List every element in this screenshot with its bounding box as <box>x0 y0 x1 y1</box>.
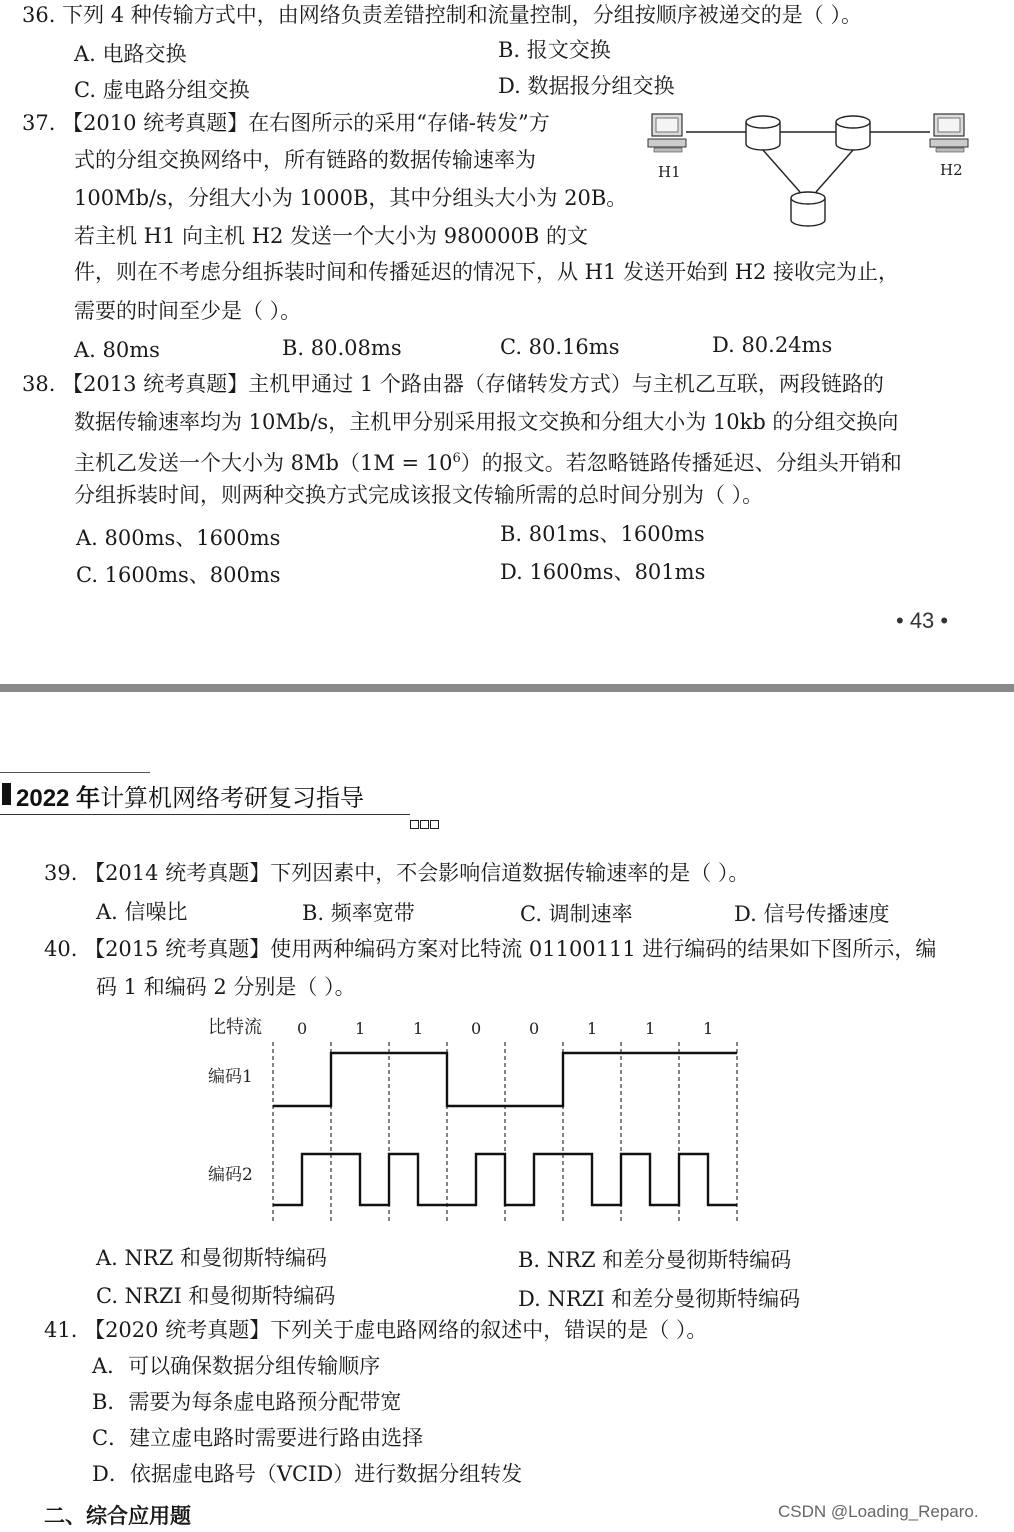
bit-label: 1 <box>587 1019 598 1038</box>
q38-line-3-post: ）的报文。若忽略链路传播延迟、分组头开销和 <box>460 451 902 475</box>
q36-option-c: C. 虚电路分组交换 <box>74 78 250 102</box>
q37-option-a: A. 80ms <box>74 338 160 362</box>
q38-line-3-pre: 主机乙发送一个大小为 8Mb（1M = 10 <box>74 451 453 475</box>
q38-option-c: C. 1600ms、800ms <box>76 563 281 587</box>
page-number: • 43 • <box>896 608 949 633</box>
host-h2-computer-icon <box>930 114 968 152</box>
host-h1-label: H1 <box>658 163 681 181</box>
q41-option-a: A．可以确保数据分组传输顺序 <box>92 1354 381 1378</box>
q37-line-5: 件，则在不考虑分组拆装时间和传播延迟的情况下，从 H1 发送开始到 H2 接收完为止， <box>74 260 900 284</box>
q37-option-c: C. 80.16ms <box>500 335 620 359</box>
router-2-icon <box>836 116 870 150</box>
bitstream-label: 比特流 <box>208 1017 262 1038</box>
router-1-icon <box>746 116 780 150</box>
q37-line-2: 式的分组交换网络中，所有链路的数据传输速率为 <box>74 148 536 172</box>
q37-option-b: B. 80.08ms <box>282 336 402 360</box>
q38-line-4: 分组拆装时间，则两种交换方式完成该报文传输所需的总时间分别为（ ）。 <box>74 483 764 507</box>
bit-label: 0 <box>471 1019 482 1038</box>
router-3-icon <box>791 192 825 226</box>
q37-option-d: D. 80.24ms <box>712 333 833 357</box>
header-title <box>16 778 364 813</box>
bit-label: 0 <box>529 1019 540 1038</box>
header-title-year: 2022 年 <box>16 785 101 812</box>
bit-label: 1 <box>413 1019 424 1038</box>
header-marker <box>2 783 11 805</box>
q41-option-c: C．建立虚电路时需要进行路由选择 <box>92 1426 424 1450</box>
page-divider <box>0 684 1014 692</box>
bit-label: 1 <box>645 1019 656 1038</box>
code2-waveform <box>273 1154 737 1205</box>
q40-option-a: A. NRZ 和曼彻斯特编码 <box>96 1246 327 1270</box>
header-rule-top <box>0 772 150 773</box>
encoding-waveform-diagram <box>200 1010 760 1235</box>
q40-line-1: 40. 【2015 统考真题】使用两种编码方案对比特流 01100111 进行编码的结果如下图所示，编 <box>44 937 937 961</box>
code2-label: 编码2 <box>208 1165 253 1185</box>
host-h2-label: H2 <box>940 161 963 179</box>
q38-line-2: 数据传输速率均为 10Mb/s，主机甲分别采用报文交换和分组大小为 10kb 的分组交换向 <box>74 410 899 434</box>
code1-label: 编码1 <box>208 1067 253 1087</box>
q37-line-1: 37. 【2010 统考真题】在右图所示的采用“存储-转发”方 <box>22 111 550 135</box>
bit-label: 0 <box>297 1019 308 1038</box>
q36-option-d: D. 数据报分组交换 <box>498 74 675 98</box>
header-squares <box>410 810 439 834</box>
q38-option-b: B. 801ms、1600ms <box>500 522 705 546</box>
network-diagram <box>640 100 980 235</box>
q37-line-6: 需要的时间至少是（ ）。 <box>74 299 302 323</box>
q36-option-b: B. 报文交换 <box>498 38 611 62</box>
q39-option-b: B. 频率宽带 <box>302 901 415 925</box>
q38-line-1: 38. 【2013 统考真题】主机甲通过 1 个路由器（存储转发方式）与主机乙互联，两段链路的 <box>22 372 884 396</box>
q39-option-a: A. 信噪比 <box>96 900 188 924</box>
q41-stem: 41. 【2020 统考真题】下列关于虚电路网络的叙述中，错误的是（ ）。 <box>44 1318 708 1342</box>
q41-option-b: B．需要为每条虚电路预分配带宽 <box>92 1390 402 1414</box>
q36-option-a: A. 电路交换 <box>74 42 187 66</box>
bit-labels <box>297 1019 713 1038</box>
q38-option-a: A. 800ms、1600ms <box>76 526 281 550</box>
q38-line-3-sup: 6 <box>452 451 461 466</box>
q36-stem: 36. 下列 4 种传输方式中，由网络负责差错控制和流量控制，分组按顺序被递交的是（ ）。 <box>22 3 862 27</box>
q38-option-d: D. 1600ms、801ms <box>500 560 706 584</box>
q41-option-d: D．依据虚电路号（VCID）进行数据分组转发 <box>92 1462 523 1486</box>
q39-option-c: C. 调制速率 <box>520 902 633 926</box>
bit-label: 1 <box>355 1019 366 1038</box>
q37-line-3: 100Mb/s，分组大小为 1000B，其中分组头大小为 20B。 <box>74 186 628 210</box>
q40-line-2: 码 1 和编码 2 分别是（ ）。 <box>96 975 356 999</box>
q37-line-4: 若主机 H1 向主机 H2 发送一个大小为 980000B 的文 <box>74 224 588 248</box>
q39-stem: 39. 【2014 统考真题】下列因素中，不会影响信道数据传输速率的是（ ）。 <box>44 861 750 885</box>
host-h1-computer-icon <box>648 114 686 152</box>
q40-option-c: C. NRZI 和曼彻斯特编码 <box>96 1284 336 1308</box>
q39-option-d: D. 信号传播速度 <box>734 902 890 926</box>
header-title-text: 计算机网络考研复习指导 <box>100 785 365 812</box>
bit-label: 1 <box>703 1019 714 1038</box>
q40-option-b: B. NRZ 和差分曼彻斯特编码 <box>518 1248 792 1272</box>
watermark: CSDN @Loading_Reparo. <box>778 1502 979 1521</box>
header-rule-bottom <box>0 814 410 815</box>
section-title: 二、综合应用题 <box>44 1503 191 1528</box>
q40-option-d: D. NRZI 和差分曼彻斯特编码 <box>518 1287 801 1311</box>
